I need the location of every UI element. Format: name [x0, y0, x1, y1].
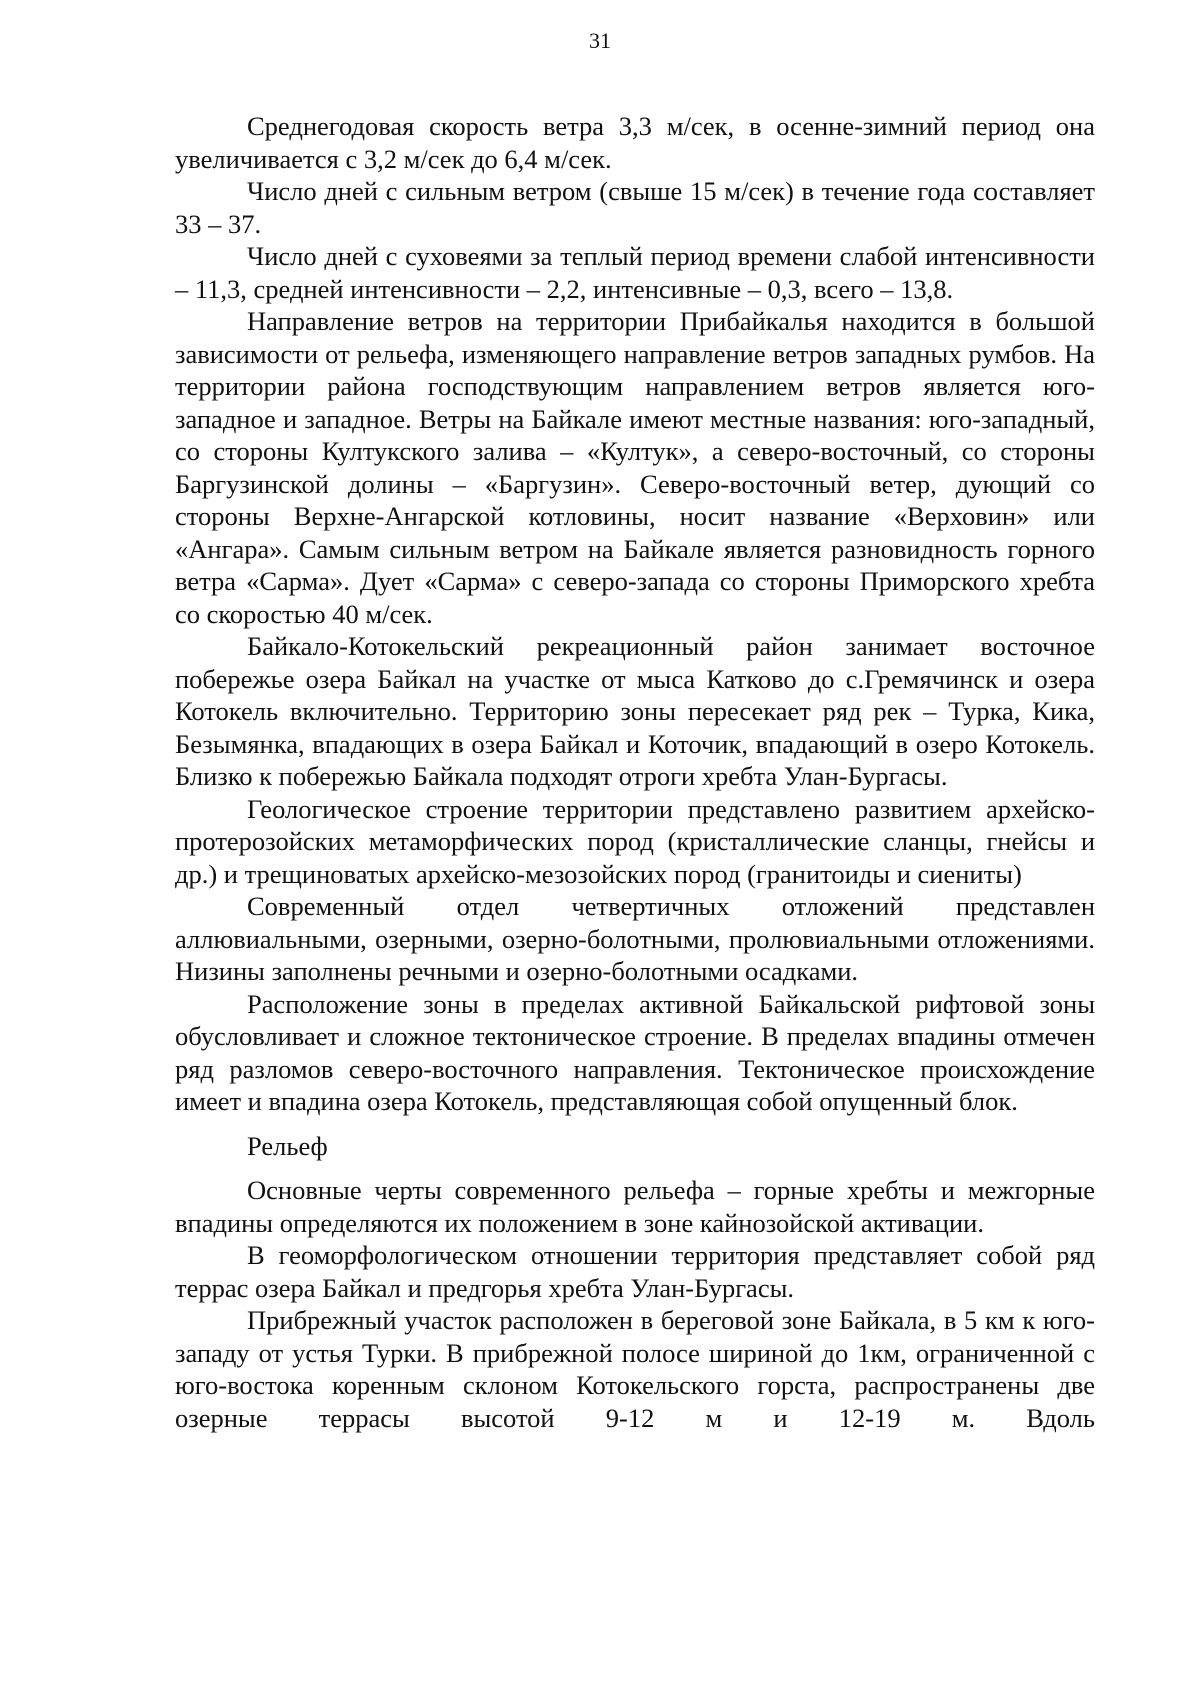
document-body	[175, 110, 1095, 1434]
paragraph-wind-speed: Среднегодовая скорость ветра 3,3 м/сек, в осенне-зимний период она увеличивается с 3,2 м/сек до 6,4 м/сек.	[175, 111, 1095, 174]
paragraph-wind-direction: Направление ветров на территории Прибайкалья находится в большой зависимости от рельефа, изменяющего направление ветров западных румбов. На территории района господствующим направлением ветров является юго-западное и западное. Ветры на Байкале имеют местные названия: юго-западный, со стороны Култукского залива – «Култук», а северо-восточный, со стороны Баргузинской долины – «Баргузин». Северо-восточный ветер, дующий со стороны Верхне-Ангарской котловины, носит название «Верховин» или «Ангара». Самым сильным ветром на Байкале является разновидность горного ветра «Сарма». Дует «Сарма» с северо-запада со стороны Приморского хребта со скоростью 40 м/сек.	[175, 306, 1095, 629]
paragraph-quaternary-deposits: Современный отдел четвертичных отложений представлен аллювиальными, озерными, озерно-болотными, пролювиальными отложениями. Низины заполнены речными и озерно-болотными осадками.	[175, 891, 1095, 986]
section-heading-relief: Рельеф	[247, 1130, 328, 1161]
page-number: 31	[589, 28, 611, 53]
paragraph-strong-wind-days: Число дней с сильным ветром (свыше 15 м/сек) в течение года составляет 33 – 37.	[175, 176, 1095, 239]
paragraph-geomorphology: В геоморфологическом отношении территория представляет собой ряд террас озера Байкал и предгорья хребта Улан-Бургасы.	[175, 1240, 1095, 1303]
paragraph-tectonics: Расположение зоны в пределах активной Байкальской рифтовой зоны обусловливает и сложное тектоническое строение. В пределах впадины отмечен ряд разломов северо-восточного направления. Тектоническое происхождение имеет и впадина озера Котокель, представляющая собой опущенный блок.	[175, 988, 1095, 1116]
paragraph-dry-wind-days: Число дней с суховеями за теплый период времени слабой интенсивности – 11,3, средней интенсивности – 2,2, интенсивные – 0,3, всего – 13,8.	[175, 241, 1095, 304]
paragraph-relief-features: Основные черты современного рельефа – горные хребты и межгорные впадины определяются их положением в зоне кайнозойской активации.	[175, 1175, 1095, 1238]
paragraph-recreational-district: Байкало-Котокельский рекреационный район занимает восточное побережье озера Байкал на участке от мыса Катково до с.Гремячинск и озера Котокель включительно. Территорию зоны пересекает ряд рек – Турка, Кика, Безымянка, впадающих в озера Байкал и Коточик, впадающий в озеро Котокель. Близко к побережью Байкала подходят отроги хребта Улан-Бургасы.	[175, 631, 1095, 791]
paragraph-coastal-section: Прибрежный участок расположен в береговой зоне Байкала, в 5 км к юго-западу от устья Турки. В прибрежной полосе шириной до 1км, ограниченной с юго-востока коренным склоном Котокельского горста, распространены две озерные террасы высотой 9-12 м и 12-19 м. Вдоль	[175, 1305, 1095, 1433]
paragraph-geology: Геологическое строение территории представлено развитием архейско-протерозойских метаморфических пород (кристаллические сланцы, гнейсы и др.) и трещиноватых архейско-мезозойских пород (гранитоиды и сиениты)	[175, 793, 1095, 889]
